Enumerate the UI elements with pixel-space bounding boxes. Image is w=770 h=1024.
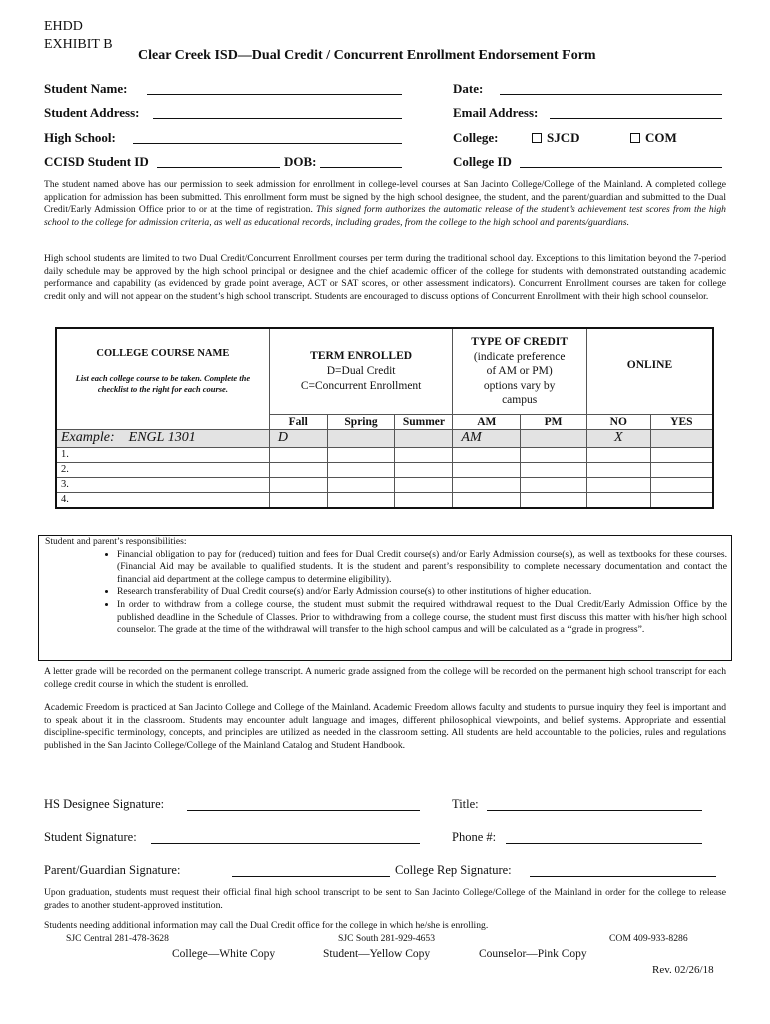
com-phone: COM 409-933-8286 — [609, 933, 688, 944]
ccisd-id-label: CCISD Student ID — [44, 154, 149, 169]
student-name-field[interactable] — [147, 94, 402, 95]
type-of-credit-header: TYPE OF CREDIT (indicate preference of AM or PM) options vary by campus — [453, 328, 587, 414]
term-enrolled-header: TERM ENROLLED D=Dual Credit C=Concurrent Enrollment — [269, 328, 453, 414]
sjcd-checkbox[interactable] — [532, 133, 542, 143]
hs-designee-signature-field[interactable] — [187, 810, 420, 811]
permission-paragraph: The student named above has our permission to seek admission for enrollment in college-level courses at San Jacinto College/College of the Mainland. A completed college application for admission has been submitted. This enrollment form must be signed by the high school designee, the student, and the parent/guardian and submitted to the Dual Credit/Early Admission Office prior to or at the time of registration. This signed form authorizes the automatic release of the student’s achievement test scores from the high school to the college for admission criteria, as well as educational records, including grades, from the college to the high school and parents/guardians. — [44, 179, 726, 228]
student-address-field[interactable] — [153, 118, 402, 119]
grade-paragraph: A letter grade will be recorded on the permanent college transcript. A numeric grade assigned from the college will be recorded on the permanent high school transcript for each college credit course in which the student is enrolled. — [44, 666, 726, 690]
limits-paragraph: High school students are limited to two Dual Credit/Concurrent Enrollment courses per term during the traditional school day. Exceptions to this limitation beyond the 7-period daily schedule may be approved by the high school principal or designee and the chief academic officer of the college for students with demonstrated outstanding academic performance and capability (as evidenced by grade point average, ACT or SAT scores, or other assessment indicators). Concurrent Enrollment courses are taken for college credit only and will not appear on the student’s high school transcript. Students are encouraged to discuss options of Concurrent Enrollment with their high school counselor. — [44, 253, 726, 302]
dob-field[interactable] — [320, 167, 402, 168]
sjc-south-phone: SJC South 281-929-4653 — [338, 933, 436, 944]
com-option[interactable]: COM — [630, 130, 677, 146]
high-school-label: High School: — [44, 130, 116, 145]
fall-header: Fall — [269, 414, 327, 429]
table-row[interactable]: 2. — [56, 462, 713, 477]
example-no: X — [586, 429, 650, 447]
am-header: AM — [453, 414, 521, 429]
college-rep-label: College Rep Signature: — [395, 863, 512, 877]
table-row[interactable]: 3. — [56, 477, 713, 492]
no-header: NO — [586, 414, 650, 429]
parent-signature-field[interactable] — [232, 876, 390, 877]
title-field[interactable] — [487, 810, 702, 811]
email-address-label: Email Address: — [453, 105, 539, 120]
course-table — [55, 327, 714, 509]
date-label: Date: — [453, 81, 484, 96]
list-item: • Research transferability of Dual Credit course(s) and/or Early Admission course(s) to other institutions of higher education. — [117, 586, 731, 599]
date-field[interactable] — [500, 94, 722, 95]
revision-date: Rev. 02/26/18 — [652, 964, 714, 976]
example-row — [56, 429, 713, 447]
list-item: • In order to withdraw from a college course, the student must submit the required withdrawal request to the Dual Credit/Early Admission Office by the published deadline in the Schedule of Classes. Prior to withdrawing from a college course, the student must first discuss this matter with his/her high school counselor. The grade at the time of the withdrawal will transfer to the high school campus and will be calculated as a “grade in progress”. — [117, 599, 731, 637]
table-row[interactable]: 1. — [56, 447, 713, 462]
ccisd-id-field[interactable] — [157, 167, 280, 168]
college-rep-signature-field[interactable] — [530, 876, 716, 877]
list-item: • Financial obligation to pay for (reduced) tuition and fees for Dual Credit course(s) and/or Early Admission course(s), as well as textbooks for these courses. (Financial Aid may be available to qualified students. It is the student and parent’s responsibility to complete necessary documentation and contact the financial aid department at the college campus to determine eligibility). — [117, 549, 731, 587]
college-id-label: College ID — [453, 154, 512, 169]
sjc-central-phone: SJC Central 281-478-3628 — [66, 933, 169, 944]
student-copy: Student—Yellow Copy — [323, 948, 431, 960]
contact-info-paragraph: Students needing additional information may call the Dual Credit office for the college in which he/she is enrolling. — [44, 920, 489, 931]
summer-header: Summer — [395, 414, 453, 429]
transcript-paragraph: Upon graduation, students must request their official final high school transcript to be sent to San Jacinto College/College of the Mainland in order for the college to release grades to another student-approved institution. — [44, 887, 726, 911]
phone-field[interactable] — [506, 843, 702, 844]
parent-signature-label: Parent/Guardian Signature: — [44, 863, 181, 877]
student-signature-field[interactable] — [151, 843, 420, 844]
course-note: List each college course to be taken. Complete the checklist to the right for each course. — [75, 373, 251, 394]
academic-freedom-paragraph: Academic Freedom is practiced at San Jacinto College and College of the Mainland. Academic Freedom allows faculty and students to pursue inquiry they feel is important and to speak about it in the classroom. Students may encounter adult language and images, different philosophical viewpoints, and belief systems. Appropriate and essential discipline-specific terminology, concepts, and principles are utilized as needed in the classroom setting. All students are held accountable to the policies, rules and regulations published in the San Jacinto College/College of the Mainland Catalog and Student Handbook. — [44, 702, 726, 751]
dob-label: DOB: — [284, 154, 317, 169]
example-fall: D — [269, 429, 327, 447]
student-name-label: Student Name: — [44, 81, 128, 96]
college-label: College: — [453, 130, 499, 145]
authorization-text: This signed form authorizes the automatic release of the student’s achievement test scores from the high school to the college for admission criteria, as well as educational records, including grades, from the college to the high school and parents/guardians. — [44, 204, 726, 228]
example-course: Example: ENGL 1301 — [56, 429, 269, 447]
phone-label: Phone #: — [452, 830, 497, 844]
com-checkbox[interactable] — [630, 133, 640, 143]
responsibilities-box — [38, 535, 732, 661]
form-title: Clear Creek ISD—Dual Credit / Concurrent Enrollment Endorsement Form — [138, 48, 596, 63]
counselor-copy: Counselor—Pink Copy — [479, 948, 587, 960]
yes-header: YES — [650, 414, 713, 429]
student-address-label: Student Address: — [44, 105, 140, 120]
pm-header: PM — [521, 414, 587, 429]
course-name-header: COLLEGE COURSE NAME List each college course to be taken. Complete the checklist to the right for each course. — [56, 328, 269, 414]
table-row[interactable]: 4. — [56, 492, 713, 508]
hs-designee-label: HS Designee Signature: — [44, 797, 165, 811]
college-copy: College—White Copy — [172, 948, 276, 960]
student-signature-label: Student Signature: — [44, 830, 137, 844]
title-label: Title: — [452, 797, 479, 811]
example-am: AM — [453, 429, 521, 447]
high-school-field[interactable] — [133, 143, 402, 144]
sjcd-option[interactable]: SJCD — [532, 130, 580, 146]
course-subheader-blank — [56, 414, 269, 429]
online-header: ONLINE — [586, 328, 713, 414]
exhibit-code: EHDD — [44, 19, 83, 34]
college-id-field[interactable] — [520, 167, 722, 168]
responsibilities-title: Student and parent’s responsibilities: — [45, 536, 187, 547]
exhibit-label: EXHIBIT B — [44, 37, 113, 52]
email-address-field[interactable] — [550, 118, 722, 119]
spring-header: Spring — [327, 414, 395, 429]
